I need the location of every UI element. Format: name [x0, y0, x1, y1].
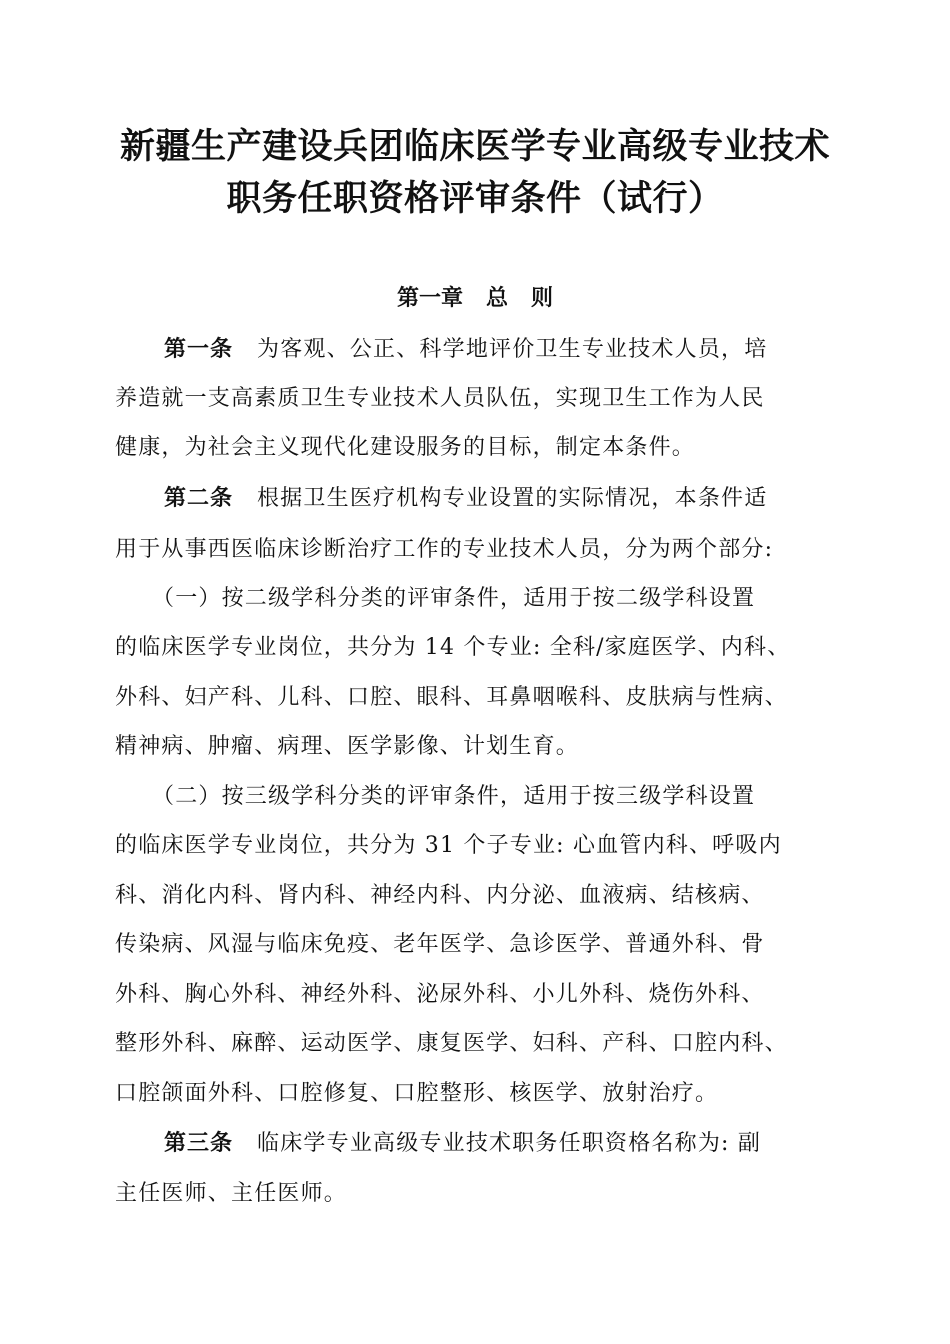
- item-2-line-7: 口腔颌面外科、口腔修复、口腔整形、核医学、放射治疗。: [115, 1081, 719, 1106]
- document-title-line-2: 职务任职资格评审条件（试行）: [226, 179, 724, 219]
- article-1-paragraph-line: [164, 334, 767, 366]
- article-2-line-2: 用于从事西医临床诊断治疗工作的专业技术人员，分为两个部分:: [115, 537, 774, 562]
- article-3-paragraph-line: [164, 1128, 761, 1160]
- item-1-line-1: （一）按二级学科分类的评审条件，适用于按二级学科设置: [152, 586, 756, 611]
- article-3-line-2: 主任医师、主任医师。: [115, 1181, 348, 1206]
- article-1-line-2: 养造就一支高素质卫生专业技术人员队伍，实现卫生工作为人民: [115, 386, 765, 411]
- item-1-line-3: 外科、妇产科、儿科、口腔、眼科、耳鼻咽喉科、皮肤病与性病、: [115, 685, 788, 710]
- article-3-label: 第三条: [164, 1131, 234, 1156]
- article-2-text: 根据卫生医疗机构专业设置的实际情况，本条件适: [257, 486, 768, 511]
- chapter-heading: 第一章 总 则: [397, 286, 553, 311]
- item-2-line-1: （二）按三级学科分类的评审条件，适用于按三级学科设置: [152, 784, 756, 809]
- item-2-line-2: 的临床医学专业岗位，共分为 31 个子专业: 心血管内科、呼吸内: [115, 833, 782, 858]
- article-2-paragraph-line: [164, 483, 767, 515]
- item-2-line-6: 整形外科、麻醉、运动医学、康复医学、妇科、产科、口腔内科、: [115, 1031, 788, 1056]
- article-3-text: 临床学专业高级专业技术职务任职资格名称为: 副: [257, 1131, 762, 1156]
- article-2-label: 第二条: [164, 486, 234, 511]
- document-title-line-1: 新疆生产建设兵团临床医学专业高级专业技术: [119, 127, 830, 167]
- item-2-line-4: 传染病、风湿与临床免疫、老年医学、急诊医学、普通外科、骨: [115, 932, 765, 957]
- article-1-label: 第一条: [164, 337, 234, 362]
- article-1-line-3: 健康，为社会主义现代化建设服务的目标，制定本条件。: [115, 435, 696, 460]
- item-2-line-3: 科、消化内科、肾内科、神经内科、内分泌、血液病、结核病、: [115, 883, 765, 908]
- item-1-line-2: 的临床医学专业岗位，共分为 14 个专业: 全科/家庭医学、内科、: [115, 635, 791, 660]
- item-1-line-4: 精神病、肿瘤、病理、医学影像、计划生育。: [115, 734, 580, 759]
- article-1-text: 为客观、公正、科学地评价卫生专业技术人员，培: [257, 337, 768, 362]
- item-2-line-5: 外科、胸心外科、神经外科、泌尿外科、小儿外科、烧伤外科、: [115, 982, 765, 1007]
